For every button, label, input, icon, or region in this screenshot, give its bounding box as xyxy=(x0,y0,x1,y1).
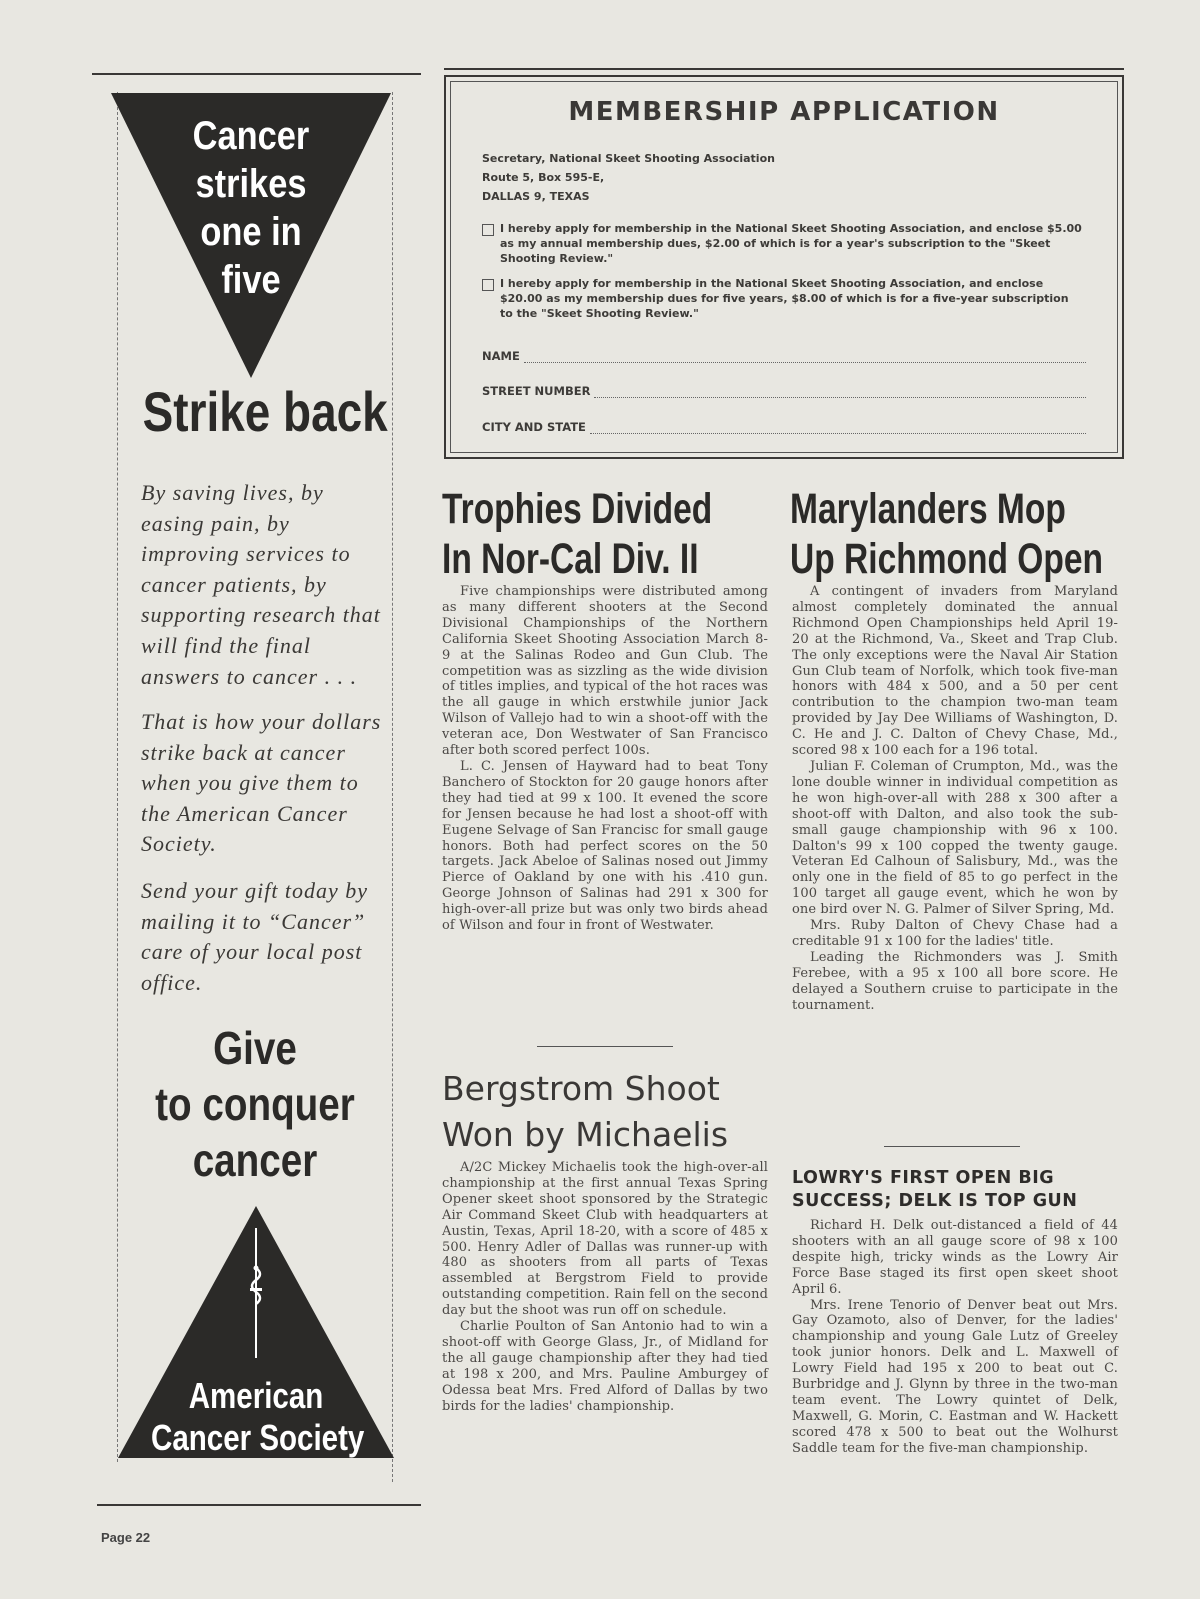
ad-paragraph-2: That is how your dollars strike back at cancer when you give them to the American Cancer Society. xyxy=(141,709,382,857)
article-2-headline xyxy=(442,1066,728,1158)
article-paragraph: A/2C Mickey Michaelis took the high-over-all championship at the first annual Texas Spring Opener skeet shoot sponsored by the Strategic Air Command Skeet Club with headquarters at Austin, Texas, April 18-20, with a score of 485 x 500. Henry Adler of Dallas was runner-up with 480 as shooters from all parts of Texas assembled at Bergstrom Field to provide outstanding competition. Rain fell on the second day but the shoot was run off on schedule. xyxy=(442,1160,768,1319)
annual-membership-text: I hereby apply for membership in the National Skeet Shooting Association, and enclose $5.00 as my annual membership dues, $2.00 of which is for a year's subscription to the "Skeet Shooting Review." xyxy=(500,222,1082,265)
ad-triangle-line: Cancer xyxy=(192,114,310,158)
ad-paragraph-1: By saving lives, by easing pain, by improving services to cancer patients, by supporting research that will find the final answers to cancer . . . xyxy=(141,480,381,689)
bottom-rule-left xyxy=(97,1504,421,1506)
street-number-input-line[interactable] xyxy=(594,387,1086,398)
ad-give-line: to conquer xyxy=(155,1078,355,1130)
ad-give-text xyxy=(140,1020,370,1188)
article-3-body xyxy=(792,584,1118,1013)
city-state-field[interactable] xyxy=(482,420,1086,434)
address-line: DALLAS 9, TEXAS xyxy=(482,190,590,203)
city-state-label: CITY AND STATE xyxy=(482,420,586,434)
article-paragraph: Five championships were distributed among as many different shooters at the Second Divisional Championships of the Northern California Skeet Shooting Association March 8-9 at the Salinas Rodeo and Gun Club. The competition was as sizzling as the wide division of titles implies, and typical of the hot races was the all gauge in which erstwhile junior Jack Wilson of Vallejo had to win a shoot-off with the veteran ace, Don Westwater of San Francisco after both scored perfect 100s. xyxy=(442,584,768,759)
name-input-line[interactable] xyxy=(524,352,1086,363)
name-label: NAME xyxy=(482,349,520,363)
ad-triangle-line: one in xyxy=(200,210,302,254)
headline-line: Trophies Divided xyxy=(442,485,713,533)
annual-membership-option[interactable] xyxy=(482,221,1082,266)
article-paragraph: Charlie Poulton of San Antonio had to win a shoot-off with George Glass, Jr., of Midland for the all gauge championship after they had tied at 198 x 200, and Mrs. Pauline Amburgey of Odessa beat Mrs. Fred Alford of Dallas by two birds for the ladies' championship. xyxy=(442,1319,768,1414)
article-paragraph: L. C. Jensen of Hayward had to beat Tony Banchero of Stockton for 20 gauge honors after they had tied at 99 x 100. It evened the score for Jensen because he had lost a shoot-off with Eugene Selvage of San Francisc for small gauge honors. Both had perfect scores on the 50 targets. Jack Abeloe of Salinas nosed out Jimmy Pierce of Oakland by one with his .410 gun. George Johnson of Salinas had 291 x 300 for high-over-all prize but was only two birds ahead of Wilson and four in front of Westwater. xyxy=(442,758,768,934)
article-divider xyxy=(884,1146,1020,1147)
article-4-headline xyxy=(792,1167,1077,1213)
article-2-body xyxy=(442,1160,768,1415)
ad-society-name xyxy=(151,1375,365,1459)
headline-line: Marylanders Mop xyxy=(790,485,1066,533)
page-number: Page 22 xyxy=(101,1530,151,1545)
ad-triangle-line: strikes xyxy=(195,162,307,206)
street-number-field[interactable] xyxy=(482,384,1086,398)
ad-society-line: American xyxy=(188,1375,324,1416)
ad-society-line: Cancer Society xyxy=(151,1417,365,1458)
five-year-membership-checkbox[interactable] xyxy=(482,279,494,291)
headline-line: Won by Michaelis xyxy=(442,1115,729,1154)
article-1-body xyxy=(442,584,768,934)
ad-give-line: cancer xyxy=(192,1134,318,1186)
headline-line: Up Richmond Open xyxy=(790,535,1104,583)
article-3-headline xyxy=(790,484,1103,584)
article-1-headline xyxy=(442,484,712,584)
ad-triangle-line: five xyxy=(221,258,281,302)
ad-strike-back: Strike back xyxy=(142,380,388,443)
street-number-label: STREET NUMBER xyxy=(482,384,591,398)
article-divider xyxy=(537,1046,673,1047)
membership-application-form xyxy=(444,75,1124,459)
form-address xyxy=(482,149,775,206)
annual-membership-checkbox[interactable] xyxy=(482,224,494,236)
ad-give-line: Give xyxy=(213,1022,297,1074)
article-paragraph: Mrs. Irene Tenorio of Denver beat out Mrs. Gay Ozamoto, also of Denver, for the ladies' championship and young Gale Lutz of Greeley took junior honors. Delk and L. Maxwell of Lowry Field had 195 x 200 to beat out C. Burbridge and J. Glynn by three in the two-man team event. The Lowry quintet of Delk, Maxwell, G. Morin, C. Eastman and W. Hackett scored 478 x 500 to beat out the Wolhurst Saddle team for the five-man championship. xyxy=(792,1297,1118,1456)
name-field[interactable] xyxy=(482,349,1086,363)
article-paragraph: Julian F. Coleman of Crumpton, Md., was the lone double winner in individual competition as he won high-over-all with 288 x 300 after a shoot-off with Dalton, and also took the sub-small gauge championship with 96 x 100. Dalton's 99 x 100 copped the twenty gauge. Veteran Ed Calhoun of Salisbury, Md., was the only one in the field of 85 to go perfect in the 100 target all gauge event, which he won by one bird over N. G. Palmer of Silver Spring, Md. xyxy=(792,758,1118,918)
article-4-body xyxy=(792,1218,1118,1457)
address-line: Secretary, National Skeet Shooting Association xyxy=(482,152,775,165)
five-year-membership-text: I hereby apply for membership in the National Skeet Shooting Association, and enclose $20.00 as my membership dues for five years, $8.00 of which is for a five-year subscription to the "Skeet Shooting Review." xyxy=(500,277,1069,320)
form-title: MEMBERSHIP APPLICATION xyxy=(568,97,1000,127)
headline-line: Bergstrom Shoot xyxy=(442,1069,720,1108)
address-line: Route 5, Box 595-E, xyxy=(482,171,605,184)
headline-line: In Nor-Cal Div. II xyxy=(442,535,699,583)
headline-line: SUCCESS; DELK IS TOP GUN xyxy=(792,1191,1078,1211)
ad-paragraph-3: Send your gift today by mailing it to “Cancer” care of your local post office. xyxy=(141,878,369,995)
article-paragraph: A contingent of invaders from Maryland almost completely dominated the annual Richmond Open Championships held April 19-20 at the Richmond, Va., Skeet and Trap Club. The only exceptions were the Naval Air Station Gun Club team of Norfolk, which took five-man honors with 484 x 500, and a 50 per cent contribution to the champion two-man team provided by Jay Dee Williams of Washington, D. C. He and J. C. Dalton of Chevy Chase, Md., scored 98 x 100 each for a 196 total. xyxy=(792,584,1118,759)
headline-line: LOWRY'S FIRST OPEN BIG xyxy=(792,1168,1055,1188)
sword-caduceus-icon xyxy=(247,1228,265,1368)
article-paragraph: Richard H. Delk out-distanced a field of 44 shooters with an all gauge score of 98 x 100 despite high, tricky winds as the Lowry Air Force Base staged its first open skeet shoot April 6. xyxy=(792,1218,1118,1297)
top-rule-left xyxy=(92,73,421,75)
five-year-membership-option[interactable] xyxy=(482,276,1082,321)
city-state-input-line[interactable] xyxy=(590,423,1086,434)
ad-triangle-text xyxy=(173,112,330,304)
article-paragraph: Mrs. Ruby Dalton of Chevy Chase had a creditable 91 x 100 for the ladies' title. xyxy=(792,918,1118,949)
article-paragraph: Leading the Richmonders was J. Smith Ferebee, with a 95 x 100 all bore score. He delayed a Southern cruise to participate in the tournament. xyxy=(792,949,1118,1013)
top-rule-right xyxy=(444,68,1124,70)
